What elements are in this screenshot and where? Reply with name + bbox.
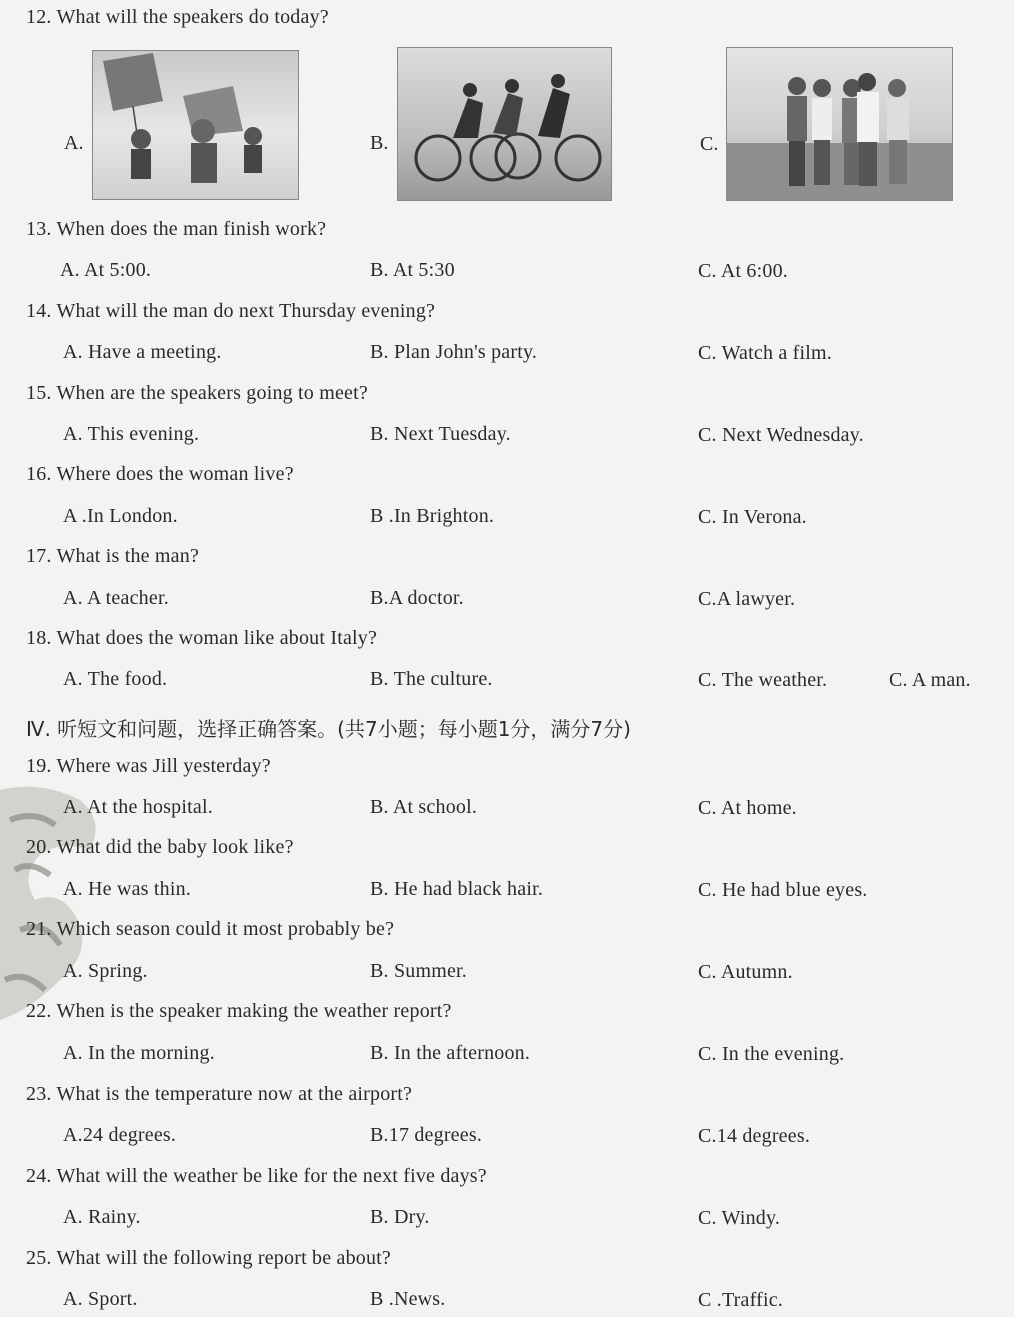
section-iv-heading: Ⅳ. 听短文和问题，选择正确答案。(共7小题；每小题1分，满分7分) xyxy=(26,717,631,741)
question-17: 17. What is the man? xyxy=(26,545,200,567)
q23-option-c[interactable]: C.14 degrees. xyxy=(698,1125,811,1147)
q18-option-b[interactable]: B. The culture. xyxy=(370,668,493,690)
question-16: 16. Where does the woman live? xyxy=(26,463,294,485)
cyclists-image xyxy=(397,47,612,201)
question-21: 21. Which season could it most probably be? xyxy=(26,918,395,940)
q17-option-a[interactable]: A. A teacher. xyxy=(63,587,169,609)
q14-option-b[interactable]: B. Plan John's party. xyxy=(370,341,538,363)
q21-option-a[interactable]: A. Spring. xyxy=(63,960,148,982)
option-c-label: C. xyxy=(700,133,719,155)
q18-option-c[interactable]: C. The weather. xyxy=(698,669,828,691)
friends-group-image xyxy=(726,47,953,201)
q25-option-c[interactable]: C .Traffic. xyxy=(698,1289,783,1311)
q21-option-b[interactable]: B. Summer. xyxy=(370,960,468,982)
q25-option-b[interactable]: B .News. xyxy=(370,1288,446,1310)
q22-option-c[interactable]: C. In the evening. xyxy=(698,1043,845,1065)
question-18: 18. What does the woman like about Italy? xyxy=(26,627,378,649)
question-25: 25. What will the following report be about? xyxy=(26,1247,392,1269)
q17-option-c[interactable]: C.A lawyer. xyxy=(698,588,796,610)
kids-kites-image xyxy=(92,50,299,200)
q16-option-a[interactable]: A .In London. xyxy=(63,505,178,527)
question-19: 19. Where was Jill yesterday? xyxy=(26,755,271,777)
question-12: 12. What will the speakers do today? xyxy=(26,6,329,28)
q15-option-c[interactable]: C. Next Wednesday. xyxy=(698,424,864,446)
q14-option-a[interactable]: A. Have a meeting. xyxy=(63,341,222,363)
q13-option-b[interactable]: B. At 5:30 xyxy=(370,259,455,281)
q22-option-a[interactable]: A. In the morning. xyxy=(63,1042,215,1064)
question-14: 14. What will the man do next Thursday evening? xyxy=(26,300,436,322)
question-23: 23. What is the temperature now at the airport? xyxy=(26,1083,413,1105)
question-13: 13. When does the man finish work? xyxy=(26,218,327,240)
q16-option-c[interactable]: C. In Verona. xyxy=(698,506,807,528)
option-b-label: B. xyxy=(370,132,389,154)
q18-option-extra[interactable]: C. A man. xyxy=(889,669,971,691)
q19-option-c[interactable]: C. At home. xyxy=(698,797,797,819)
q23-option-b[interactable]: B.17 degrees. xyxy=(370,1124,483,1146)
q24-option-c[interactable]: C. Windy. xyxy=(698,1207,781,1229)
q23-option-a[interactable]: A.24 degrees. xyxy=(63,1124,177,1146)
question-24: 24. What will the weather be like for the next five days? xyxy=(26,1165,487,1187)
q19-option-a[interactable]: A. At the hospital. xyxy=(63,796,213,818)
question-15: 15. When are the speakers going to meet? xyxy=(26,382,368,404)
q14-option-c[interactable]: C. Watch a film. xyxy=(698,342,832,364)
q20-option-a[interactable]: A. He was thin. xyxy=(63,878,191,900)
q22-option-b[interactable]: B. In the afternoon. xyxy=(370,1042,531,1064)
q16-option-b[interactable]: B .In Brighton. xyxy=(370,505,495,527)
q24-option-b[interactable]: B. Dry. xyxy=(370,1206,430,1228)
q17-option-b[interactable]: B.A doctor. xyxy=(370,587,464,609)
q13-option-a[interactable]: A. At 5:00. xyxy=(60,259,152,281)
q20-option-b[interactable]: B. He had black hair. xyxy=(370,878,544,900)
q24-option-a[interactable]: A. Rainy. xyxy=(63,1206,141,1228)
q20-option-c[interactable]: C. He had blue eyes. xyxy=(698,879,868,901)
q19-option-b[interactable]: B. At school. xyxy=(370,796,478,818)
question-20: 20. What did the baby look like? xyxy=(26,836,294,858)
q15-option-b[interactable]: B. Next Tuesday. xyxy=(370,423,511,445)
question-22: 22. When is the speaker making the weather report? xyxy=(26,1000,452,1022)
q15-option-a[interactable]: A. This evening. xyxy=(63,423,200,445)
q21-option-c[interactable]: C. Autumn. xyxy=(698,961,793,983)
q13-option-c[interactable]: C. At 6:00. xyxy=(698,260,788,282)
q25-option-a[interactable]: A. Sport. xyxy=(63,1288,138,1310)
option-a-label: A. xyxy=(64,132,84,154)
q18-option-a[interactable]: A. The food. xyxy=(63,668,168,690)
